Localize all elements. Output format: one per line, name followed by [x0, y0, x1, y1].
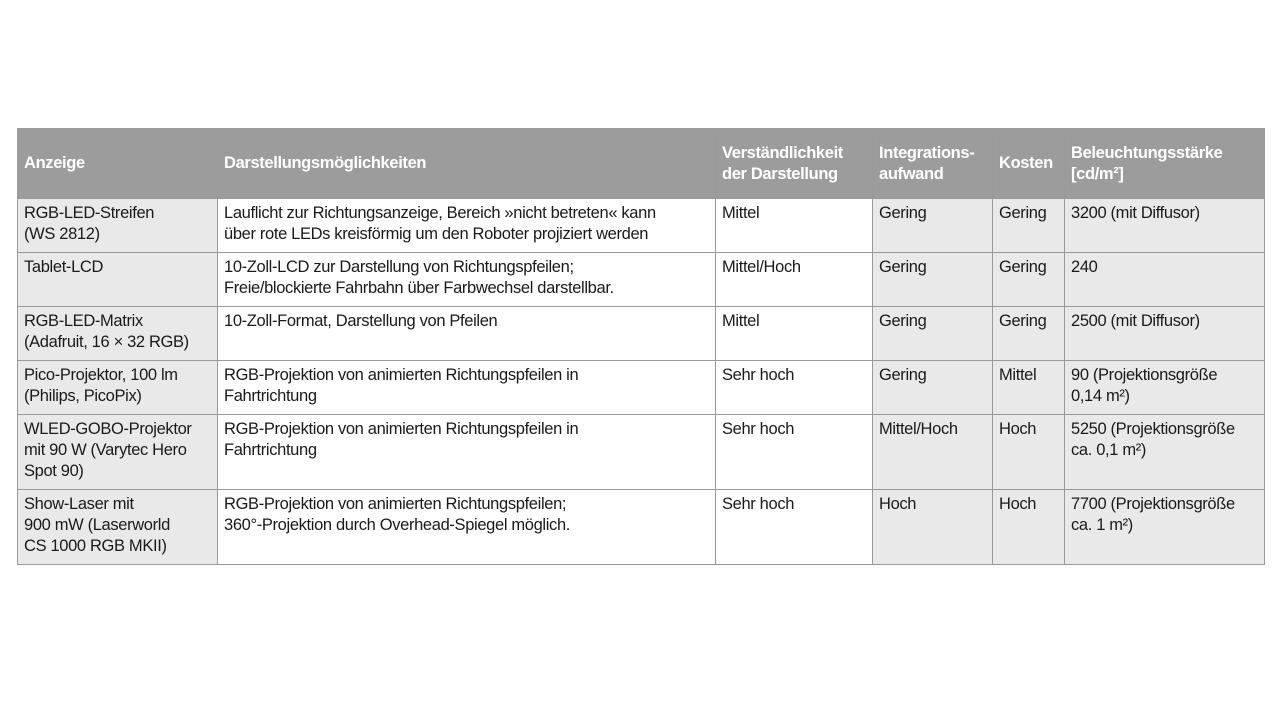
cell-kosten: Mittel [993, 361, 1065, 415]
table-row [18, 307, 1265, 361]
header-anzeige: Anzeige [18, 129, 218, 199]
cell-darstellung: RGB-Projektion von animierten Richtungspfeilen in Fahrtrichtung [218, 361, 716, 415]
cell-anzeige: WLED-GOBO-Projektor mit 90 W (Varytec Hero Spot 90) [18, 415, 218, 490]
header-kosten: Kosten [993, 129, 1065, 199]
cell-beleuchtung: 240 [1065, 253, 1265, 307]
cell-integration: Gering [873, 253, 993, 307]
cell-verstaendlichkeit: Sehr hoch [716, 361, 873, 415]
cell-integration: Gering [873, 361, 993, 415]
cell-integration: Gering [873, 199, 993, 253]
cell-verstaendlichkeit: Mittel [716, 307, 873, 361]
table-row [18, 415, 1265, 490]
table-row [18, 253, 1265, 307]
table-row [18, 361, 1265, 415]
cell-verstaendlichkeit: Mittel [716, 199, 873, 253]
cell-darstellung: RGB-Projektion von animierten Richtungspfeilen in Fahrtrichtung [218, 415, 716, 490]
cell-kosten: Hoch [993, 415, 1065, 490]
header-integrationsaufwand: Integrations- aufwand [873, 129, 993, 199]
table-row [18, 490, 1265, 565]
display-comparison-table [17, 128, 1265, 565]
cell-darstellung: Lauflicht zur Richtungsanzeige, Bereich »nicht betreten« kann über rote LEDs kreisförmig um den Roboter projiziert werden [218, 199, 716, 253]
cell-anzeige: Show-Laser mit 900 mW (Laserworld CS 1000 RGB MKII) [18, 490, 218, 565]
table-header-row [18, 129, 1265, 199]
header-darstellungsmoeglichkeiten: Darstellungsmöglichkeiten [218, 129, 716, 199]
table-row [18, 199, 1265, 253]
cell-anzeige: RGB-LED-Streifen (WS 2812) [18, 199, 218, 253]
cell-anzeige: RGB-LED-Matrix (Adafruit, 16 × 32 RGB) [18, 307, 218, 361]
cell-integration: Hoch [873, 490, 993, 565]
cell-integration: Gering [873, 307, 993, 361]
cell-anzeige: Pico-Projektor, 100 lm (Philips, PicoPix) [18, 361, 218, 415]
cell-kosten: Gering [993, 307, 1065, 361]
cell-beleuchtung: 2500 (mit Diffusor) [1065, 307, 1265, 361]
cell-verstaendlichkeit: Mittel/Hoch [716, 253, 873, 307]
cell-kosten: Gering [993, 199, 1065, 253]
cell-integration: Mittel/Hoch [873, 415, 993, 490]
cell-darstellung: 10-Zoll-Format, Darstellung von Pfeilen [218, 307, 716, 361]
cell-verstaendlichkeit: Sehr hoch [716, 490, 873, 565]
cell-beleuchtung: 5250 (Projektionsgröße ca. 0,1 m²) [1065, 415, 1265, 490]
cell-anzeige: Tablet-LCD [18, 253, 218, 307]
comparison-table-frame [17, 128, 1264, 565]
cell-darstellung: 10-Zoll-LCD zur Darstellung von Richtungspfeilen; Freie/blockierte Fahrbahn über Farbwechsel darstellbar. [218, 253, 716, 307]
cell-kosten: Gering [993, 253, 1065, 307]
cell-beleuchtung: 90 (Projektionsgröße 0,14 m²) [1065, 361, 1265, 415]
cell-beleuchtung: 3200 (mit Diffusor) [1065, 199, 1265, 253]
cell-darstellung: RGB-Projektion von animierten Richtungspfeilen; 360°-Projektion durch Overhead-Spiegel möglich. [218, 490, 716, 565]
header-verstaendlichkeit: Verständlichkeit der Darstellung [716, 129, 873, 199]
cell-verstaendlichkeit: Sehr hoch [716, 415, 873, 490]
cell-beleuchtung: 7700 (Projektionsgröße ca. 1 m²) [1065, 490, 1265, 565]
header-beleuchtungsstaerke: Beleuchtungsstärke [cd/m²] [1065, 129, 1265, 199]
cell-kosten: Hoch [993, 490, 1065, 565]
